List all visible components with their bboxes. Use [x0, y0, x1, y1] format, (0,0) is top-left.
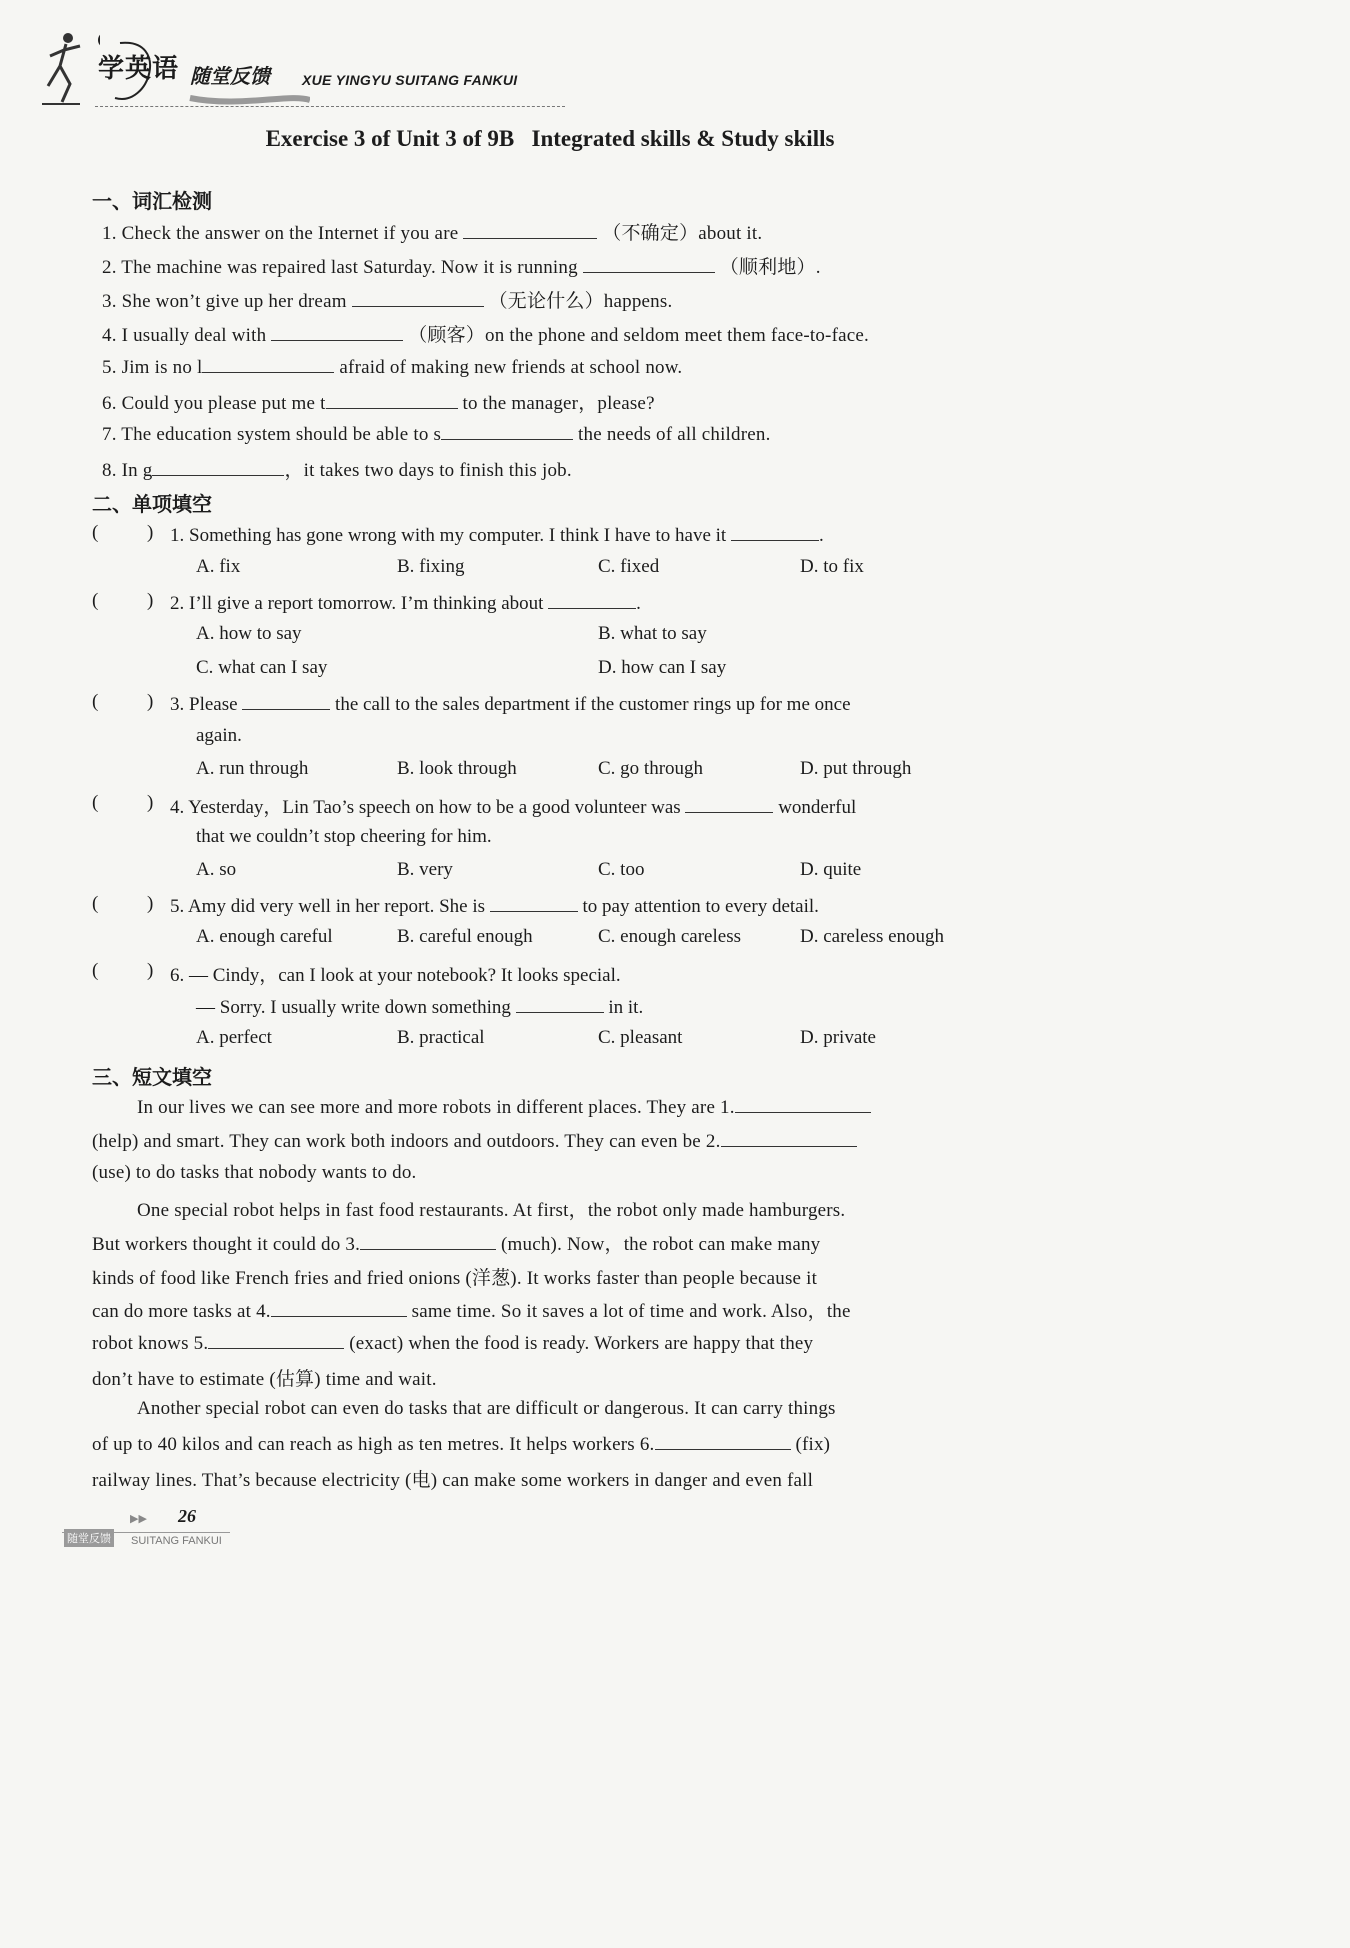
- answer-blank[interactable]: [735, 1094, 871, 1113]
- item-text: 1. Check the answer on the Internet if you are: [102, 223, 464, 244]
- passage-text: (much). Now，the robot can make many: [501, 1234, 821, 1255]
- answer-blank: [490, 893, 578, 912]
- question-text: — Sorry. I usually write down something: [196, 997, 516, 1018]
- item-text: 2. The machine was repaired last Saturday. Now it is running: [102, 257, 583, 278]
- header: [40, 18, 540, 108]
- question-text: wonderful: [773, 797, 857, 818]
- bracket-open: (: [92, 522, 99, 543]
- section-heading-multiple-choice: 二、单项填空: [92, 492, 212, 516]
- option-d[interactable]: D. quite: [800, 859, 862, 880]
- item-text: afraid of making new friends at school now.: [334, 357, 683, 378]
- option-c[interactable]: C. enough careless: [598, 926, 741, 947]
- passage-text: (exact) when the food is ready. Workers are happy that they: [349, 1333, 814, 1354]
- mc-question-1: [170, 522, 824, 547]
- passage-line: railway lines. That’s because electricity (电) can make some workers in danger and even fall: [92, 1470, 814, 1491]
- question-text: 3. Please: [170, 694, 243, 715]
- answer-blank: [516, 994, 604, 1013]
- answer-blank: [685, 794, 773, 813]
- answer-bracket[interactable]: [92, 960, 154, 982]
- answer-bracket[interactable]: [92, 522, 154, 544]
- section-heading-vocabulary: 一、词汇检测: [92, 189, 212, 213]
- option-b[interactable]: B. careful enough: [397, 926, 533, 947]
- brand-chinese-sub: 随堂反馈: [190, 64, 270, 88]
- question-text: 6. — Cindy，can I look at your notebook? It looks special.: [170, 965, 621, 986]
- option-a[interactable]: A. so: [196, 859, 237, 880]
- brand-chinese: 学英语: [98, 54, 180, 84]
- bracket-open: (: [92, 691, 99, 712]
- answer-blank[interactable]: [360, 1231, 496, 1250]
- bracket-close: ): [147, 691, 154, 712]
- option-a[interactable]: A. fix: [196, 556, 241, 577]
- answer-blank[interactable]: [583, 254, 715, 273]
- page-title: Exercise 3 of Unit 3 of 9B Integrated skills & Study skills: [265, 126, 835, 151]
- option-c[interactable]: C. what can I say: [196, 657, 328, 678]
- passage-line: [92, 1330, 813, 1355]
- section-heading-cloze: 三、短文填空: [92, 1065, 212, 1089]
- passage-line: [92, 1296, 851, 1323]
- answer-blank[interactable]: [441, 421, 573, 440]
- option-c[interactable]: C. go through: [598, 758, 704, 779]
- bracket-close: ): [147, 522, 154, 543]
- option-a[interactable]: A. how to say: [196, 623, 302, 644]
- mc-question-2: [170, 590, 641, 615]
- answer-blank[interactable]: [326, 390, 458, 409]
- option-d[interactable]: D. how can I say: [598, 657, 727, 678]
- answer-blank[interactable]: [655, 1431, 791, 1450]
- question-continuation: [196, 994, 643, 1019]
- question-text: 1. Something has gone wrong with my computer. I think I have to have it: [170, 525, 731, 546]
- question-continuation: that we couldn’t stop cheering for him.: [196, 826, 492, 847]
- question-text: .: [818, 525, 824, 546]
- option-c[interactable]: C. too: [598, 859, 645, 880]
- runner-logo-icon: [40, 26, 100, 106]
- option-b[interactable]: B. look through: [397, 758, 517, 779]
- passage-text: of up to 40 kilos and can reach as high as ten metres. It helps workers 6.: [92, 1434, 655, 1455]
- question-text: 2. I’ll give a report tomorrow. I’m thinking about: [170, 593, 549, 614]
- item-text: 3. She won’t give up her dream: [102, 291, 352, 312]
- bracket-open: (: [92, 893, 99, 914]
- option-d[interactable]: D. put through: [800, 758, 912, 779]
- passage-line: [92, 1128, 857, 1153]
- question-text: the call to the sales department if the customer rings up for me once: [330, 694, 851, 715]
- page-number: 26: [178, 1506, 196, 1526]
- answer-bracket[interactable]: [92, 691, 154, 713]
- option-b[interactable]: B. very: [397, 859, 453, 880]
- question-text: in it.: [603, 997, 644, 1018]
- item-text: 8. In g: [102, 460, 153, 481]
- vocab-item-4: [102, 320, 869, 347]
- answer-blank[interactable]: [271, 1298, 407, 1317]
- option-b[interactable]: B. fixing: [397, 556, 465, 577]
- option-a[interactable]: A. perfect: [196, 1027, 272, 1048]
- vocab-item-7: [102, 421, 771, 446]
- option-c[interactable]: C. pleasant: [598, 1027, 683, 1048]
- mc-question-4: [170, 792, 856, 819]
- passage-text: can do more tasks at 4.: [92, 1301, 271, 1322]
- passage-line: [137, 1094, 871, 1119]
- answer-blank[interactable]: [271, 322, 403, 341]
- mc-question-3: [170, 691, 851, 716]
- bracket-close: ): [147, 792, 154, 813]
- option-d[interactable]: D. careless enough: [800, 926, 945, 947]
- question-text: to pay attention to every detail.: [577, 896, 819, 917]
- item-text: the needs of all children.: [573, 424, 771, 445]
- vocab-item-2: [102, 252, 821, 279]
- passage-line: One special robot helps in fast food restaurants. At first，the robot only made hamburgers.: [137, 1200, 846, 1221]
- option-d[interactable]: D. to fix: [800, 556, 864, 577]
- footer-badge: 随堂反馈: [64, 1529, 114, 1547]
- passage-text: (fix): [795, 1434, 831, 1455]
- item-text: 6. Could you please put me t: [102, 393, 326, 414]
- item-text: to the manager，please?: [457, 393, 655, 414]
- option-a[interactable]: A. enough careful: [196, 926, 333, 947]
- passage-line: kinds of food like French fries and fried onions (洋葱). It works faster than people because it: [92, 1268, 818, 1289]
- bracket-open: (: [92, 792, 99, 813]
- mc-question-5: [170, 893, 819, 918]
- bracket-close: ): [147, 960, 154, 981]
- option-a[interactable]: A. run through: [196, 758, 309, 779]
- question-continuation: again.: [196, 725, 242, 746]
- answer-blank[interactable]: [152, 457, 284, 476]
- passage-line: [92, 1431, 830, 1456]
- answer-blank: [731, 522, 819, 541]
- bracket-open: (: [92, 960, 99, 981]
- header-divider: [95, 106, 565, 107]
- vocab-item-6: [102, 388, 655, 415]
- passage-line: [92, 1229, 820, 1256]
- bracket-close: ): [147, 893, 154, 914]
- vocab-item-3: [102, 286, 672, 313]
- option-b[interactable]: B. what to say: [598, 623, 707, 644]
- item-text: ，it takes two days to finish this job.: [284, 460, 572, 481]
- question-text: .: [636, 593, 641, 614]
- item-text: （顾客）on the phone and seldom meet them face-to-face.: [403, 325, 869, 346]
- option-d[interactable]: D. private: [800, 1027, 876, 1048]
- answer-bracket[interactable]: [92, 590, 154, 612]
- brand-pinyin: XUE YINGYU SUITANG FANKUI: [302, 72, 518, 88]
- bracket-close: ): [147, 590, 154, 611]
- item-text: （不确定）about it.: [597, 223, 763, 244]
- passage-line: don’t have to estimate (估算) time and wait.: [92, 1369, 437, 1390]
- answer-bracket[interactable]: [92, 792, 154, 814]
- answer-bracket[interactable]: [92, 893, 154, 915]
- answer-blank[interactable]: [202, 354, 334, 373]
- answer-blank[interactable]: [463, 220, 597, 239]
- answer-blank: [548, 590, 636, 609]
- option-c[interactable]: C. fixed: [598, 556, 660, 577]
- passage-line: Another special robot can even do tasks that are difficult or dangerous. It can carry things: [137, 1398, 836, 1419]
- item-text: 4. I usually deal with: [102, 325, 272, 346]
- question-text: 4. Yesterday，Lin Tao’s speech on how to be a good volunteer was: [170, 797, 686, 818]
- passage-text: same time. So it saves a lot of time and work. Also，the: [411, 1301, 851, 1322]
- question-text: 5. Amy did very well in her report. She is: [170, 896, 490, 917]
- item-text: （无论什么）happens.: [483, 291, 673, 312]
- passage-text: robot knows 5.: [92, 1333, 209, 1354]
- mc-question-6: [170, 960, 621, 987]
- passage-text: But workers thought it could do 3.: [92, 1234, 361, 1255]
- option-b[interactable]: B. practical: [397, 1027, 485, 1048]
- footer-brand: SUITANG FANKUI: [131, 1535, 222, 1547]
- vocab-item-5: [102, 354, 682, 379]
- passage-text: In our lives we can see more and more robots in different places. They are 1.: [137, 1097, 735, 1118]
- item-text: 7. The education system should be able to s: [102, 424, 442, 445]
- passage-text: (help) and smart. They can work both indoors and outdoors. They can even be 2.: [92, 1131, 721, 1152]
- answer-blank: [242, 691, 330, 710]
- vocab-item-8: [102, 455, 572, 482]
- vocab-item-1: [102, 218, 762, 245]
- item-text: （顺利地）.: [714, 257, 821, 278]
- answer-blank[interactable]: [721, 1128, 857, 1147]
- answer-blank[interactable]: [352, 288, 484, 307]
- passage-line: (use) to do tasks that nobody wants to do.: [92, 1162, 417, 1183]
- answer-blank[interactable]: [208, 1330, 344, 1349]
- item-text: 5. Jim is no l: [102, 357, 203, 378]
- footer-arrow-icon: ▶▶: [130, 1512, 147, 1525]
- bracket-open: (: [92, 590, 99, 611]
